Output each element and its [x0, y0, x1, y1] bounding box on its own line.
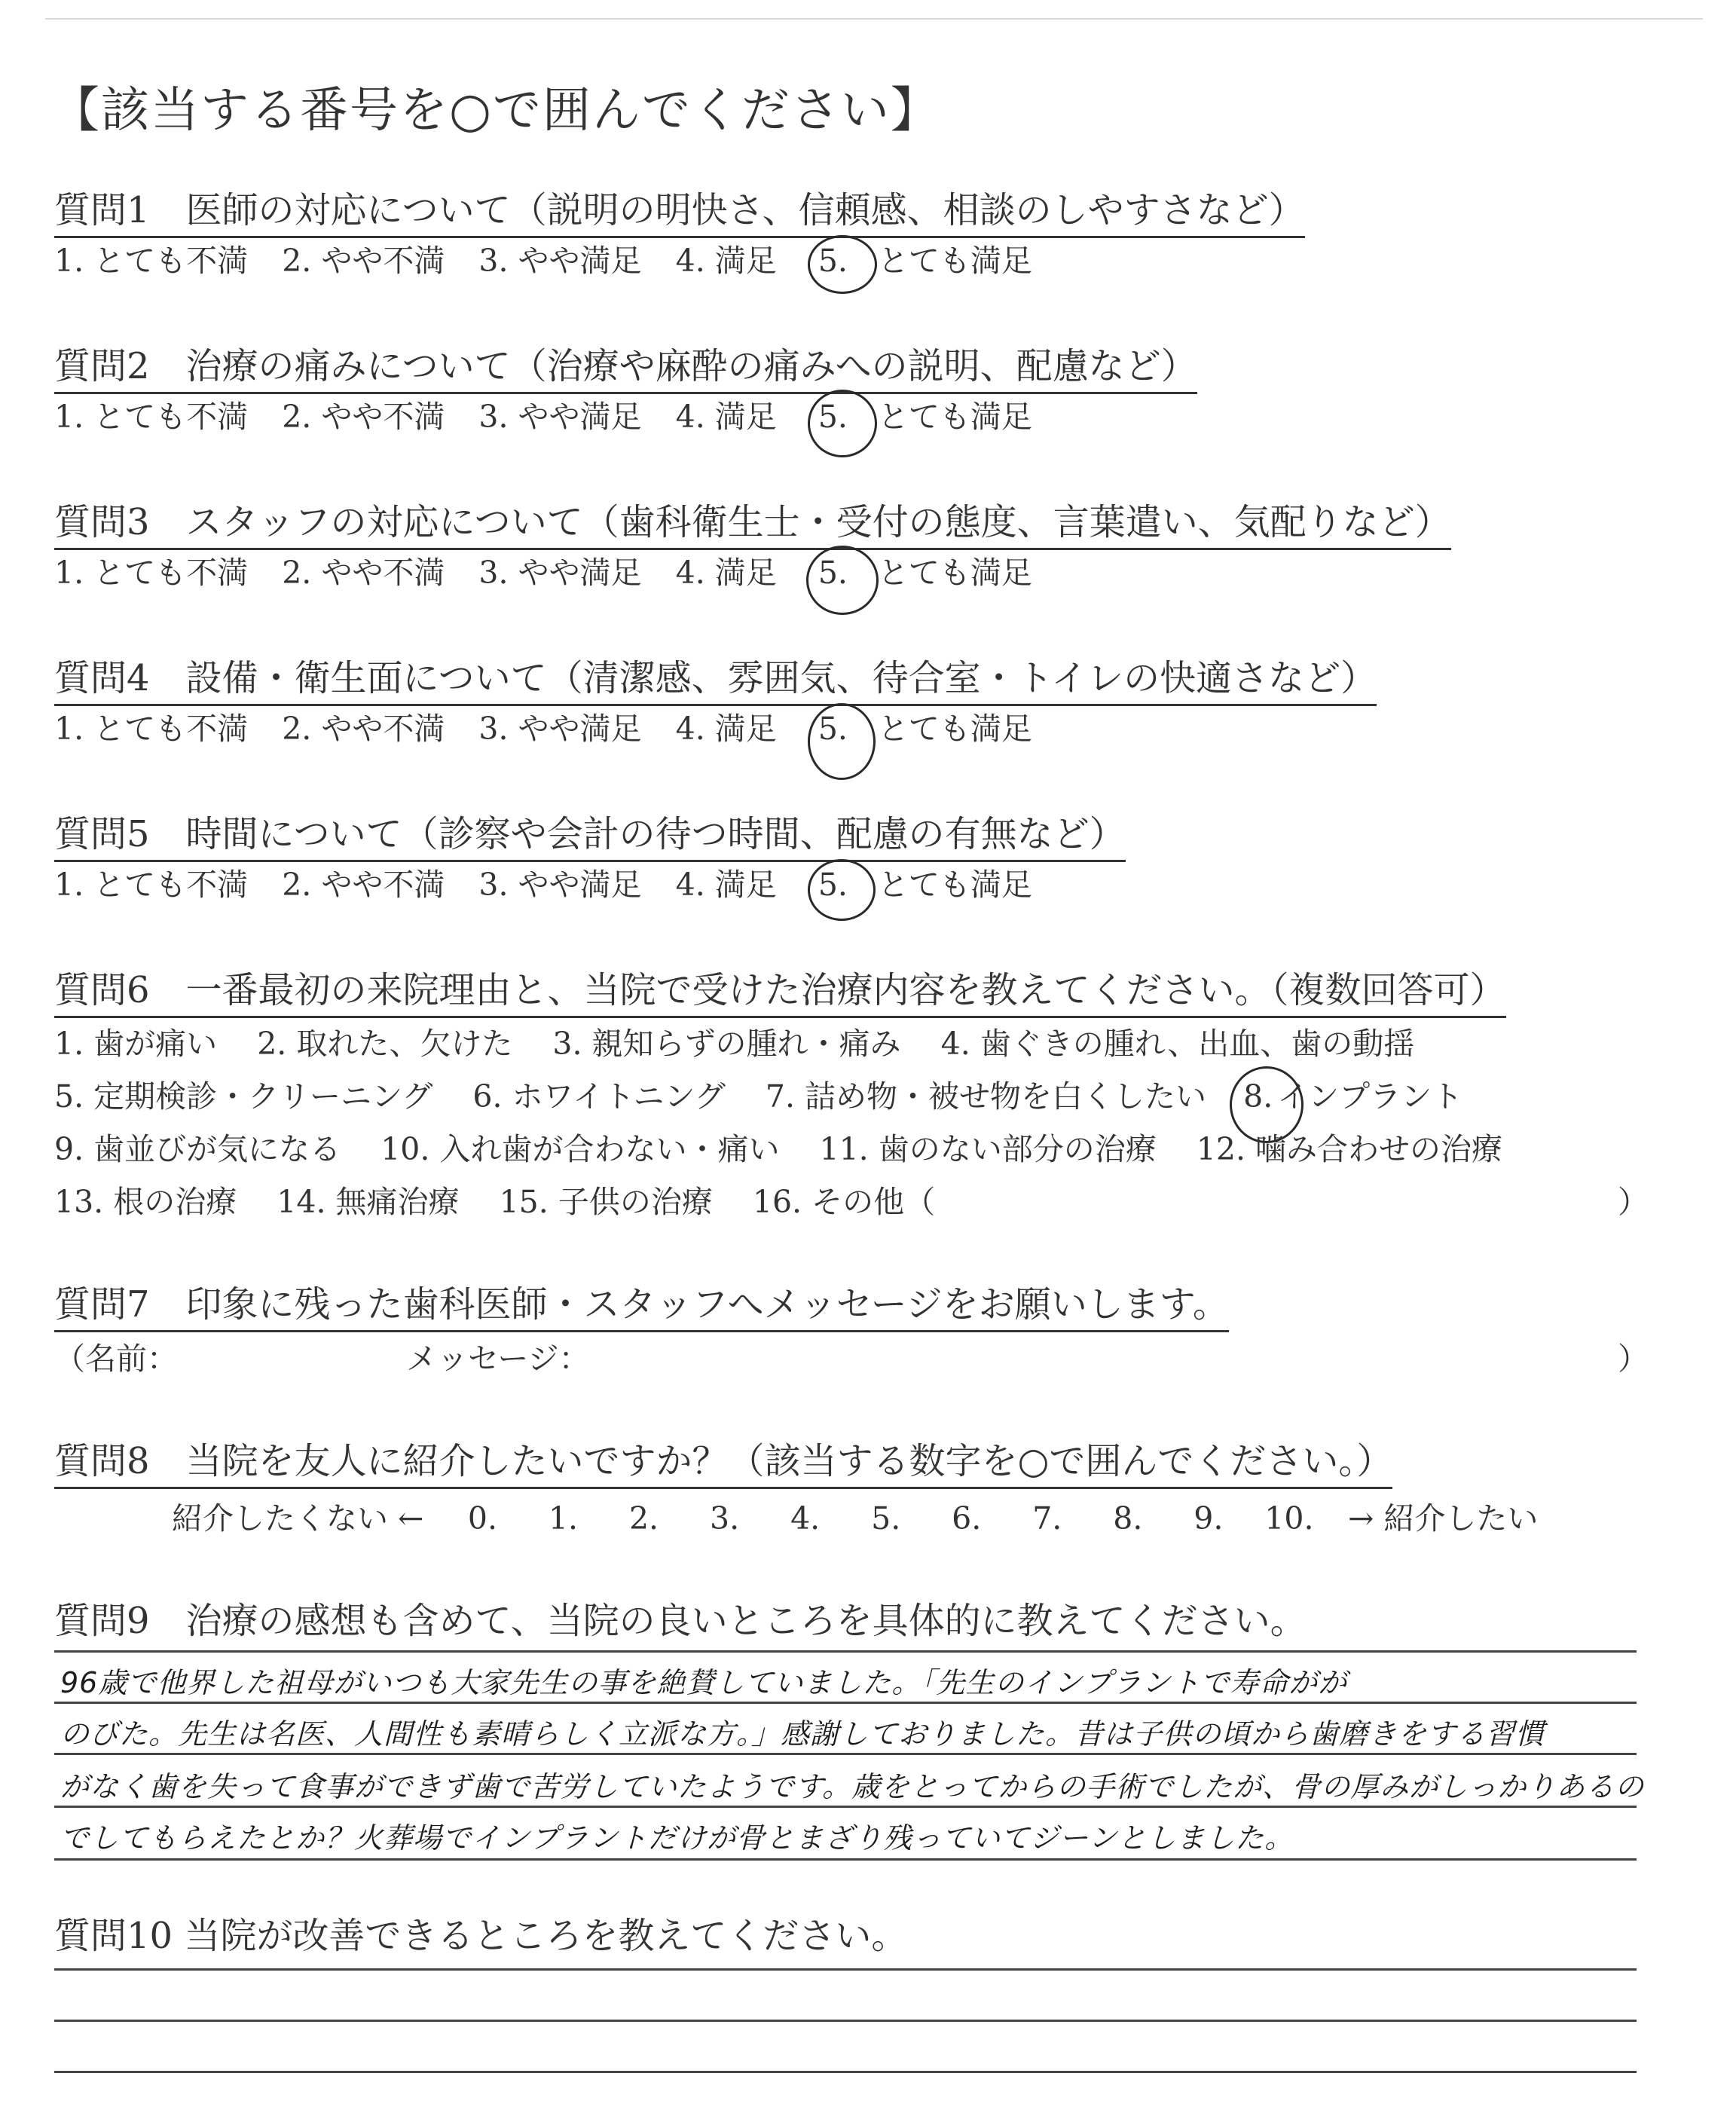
q6-option-6[interactable]: 6. ホワイトニング [472, 1078, 726, 1115]
option-1[interactable]: 1. とても不満 [54, 243, 249, 279]
scale-5[interactable]: 5. [871, 1500, 901, 1537]
option-5-label: とても満足 [877, 867, 1032, 903]
option-3[interactable]: 3. やや満足 [478, 867, 642, 903]
answer-line-3: がなく歯を失って食事ができず歯で苦労していたようです。歳をとってからの手術でしたが、骨の厚みがしっかりあるの [60, 1770, 1645, 1803]
option-5-selected[interactable]: 5. [811, 243, 854, 279]
scale-right-label: → 紹介したい [1347, 1500, 1539, 1537]
message-label: メッセージ： [406, 1341, 590, 1377]
scale-left-label: 紹介したくない ← [172, 1500, 424, 1537]
q6-option-8-selected[interactable]: 8. [1234, 1078, 1277, 1115]
option-5-selected[interactable]: 5. [811, 867, 854, 903]
q6-option-14[interactable]: 14. 無痛治療 [277, 1184, 460, 1220]
q6-option-11[interactable]: 11. 歯のない部分の治療 [819, 1131, 1157, 1167]
answer-line[interactable] [54, 1968, 1637, 1971]
option-2[interactable]: 2. やや不満 [282, 711, 445, 747]
question-3-options [54, 548, 1056, 592]
question-5-title: 質問5 時間について（診察や会計の待つ時間、配慮の有無など） [54, 805, 1126, 862]
option-2[interactable]: 2. やや不満 [282, 399, 445, 435]
selection-circle [806, 546, 879, 615]
answer-line [54, 1650, 1637, 1653]
option-5-selected[interactable]: 5. [811, 555, 854, 591]
question-6-row-2 [54, 1072, 1493, 1116]
q6-option-3[interactable]: 3. 親知らずの腫れ・痛み [552, 1026, 901, 1062]
scale-6[interactable]: 6. [952, 1500, 982, 1537]
option-2[interactable]: 2. やや不満 [282, 555, 445, 591]
top-border [45, 18, 1703, 20]
q6-option-2[interactable]: 2. 取れた、欠けた [257, 1026, 513, 1062]
q6-option-5[interactable]: 5. 定期検診・クリーニング [54, 1078, 433, 1115]
q6-option-8-label: インプラント [1277, 1078, 1463, 1115]
option-4[interactable]: 4. 満足 [675, 711, 777, 747]
answer-line[interactable] [54, 2020, 1637, 2022]
answer-line-4: でしてもらえたとか？火葬場でインプラントだけが骨とまざり残っていてジーンとしました。 [60, 1821, 1294, 1855]
q6-option-4[interactable]: 4. 歯ぐきの腫れ、出血、歯の動揺 [940, 1026, 1415, 1062]
q6-option-10[interactable]: 10. 入れ歯が合わない・痛い [381, 1131, 780, 1167]
answer-line [54, 1858, 1637, 1861]
q6-option-1[interactable]: 1. 歯が痛い [54, 1026, 218, 1062]
question-2-options [54, 392, 1056, 436]
selection-circle [808, 235, 877, 294]
scale-9[interactable]: 9. [1194, 1500, 1224, 1537]
answer-line [54, 1753, 1637, 1755]
option-4[interactable]: 4. 満足 [675, 555, 777, 591]
question-9-title: 質問9 治療の感想も含めて、当院の良いところを具体的に教えてください。 [54, 1600, 1307, 1642]
q6-option-9[interactable]: 9. 歯並びが気になる [54, 1131, 341, 1167]
form-heading: 【該当する番号を○で囲んでください】 [51, 83, 940, 139]
question-6-title: 質問6 一番最初の来院理由と、当院で受けた治療内容を教えてください。（複数回答可） [54, 961, 1506, 1018]
scale-4[interactable]: 4. [790, 1500, 821, 1537]
option-4[interactable]: 4. 満足 [675, 867, 777, 903]
option-2[interactable]: 2. やや不満 [282, 243, 445, 279]
option-1[interactable]: 1. とても不満 [54, 555, 249, 591]
q6-option-16[interactable]: 16. その他（ [752, 1184, 936, 1220]
scale-3[interactable]: 3. [710, 1500, 740, 1537]
option-1[interactable]: 1. とても不満 [54, 867, 249, 903]
question-1-options [54, 236, 1056, 280]
option-1[interactable]: 1. とても不満 [54, 399, 249, 435]
question-5-options [54, 860, 1056, 904]
question-3-title: 質問3 スタッフの対応について（歯科衛生士・受付の態度、言葉遣い、気配りなど） [54, 493, 1451, 550]
name-label: （名前： [54, 1341, 178, 1377]
selection-circle [808, 703, 876, 780]
question-6-row-4 [54, 1177, 965, 1222]
option-3[interactable]: 3. やや満足 [478, 711, 642, 747]
recommend-scale [158, 1494, 1551, 1538]
scale-7[interactable]: 7. [1032, 1500, 1062, 1537]
option-3[interactable]: 3. やや満足 [478, 555, 642, 591]
q6-option-15[interactable]: 15. 子供の治療 [499, 1184, 713, 1220]
question-2-title: 質問2 治療の痛みについて（治療や麻酔の痛みへの説明、配慮など） [54, 337, 1197, 394]
option-3[interactable]: 3. やや満足 [478, 399, 642, 435]
question-1-title: 質問1 医師の対応について（説明の明快さ、信頼感、相談のしやすさなど） [54, 181, 1305, 238]
question-7-fields [54, 1334, 620, 1378]
scale-1[interactable]: 1. [548, 1500, 579, 1537]
scale-8[interactable]: 8. [1113, 1500, 1143, 1537]
selection-circle [808, 859, 876, 921]
option-5-label: とても満足 [877, 243, 1032, 279]
answer-line-2: のびた。先生は名医、人間性も素晴らしく立派な方。」感謝しておりました。昔は子供の頃から歯磨きをする習慣 [60, 1717, 1545, 1751]
option-5-label: とても満足 [877, 399, 1032, 435]
scale-10[interactable]: 10. [1264, 1500, 1314, 1537]
option-2[interactable]: 2. やや不満 [282, 867, 445, 903]
question-4-options [54, 704, 1056, 748]
option-4[interactable]: 4. 満足 [675, 243, 777, 279]
scale-2[interactable]: 2. [628, 1500, 659, 1537]
answer-line-1: 96歳で他界した祖母がいつも大家先生の事を絶賛していました。「先生のインプラントで寿命がが [60, 1666, 1348, 1699]
question-7-title: 質問7 印象に残った歯科医師・スタッフへメッセージをお願いします。 [54, 1275, 1229, 1332]
question-8-title: 質問8 当院を友人に紹介したいですか？（該当する数字を○で囲んでください。） [54, 1432, 1392, 1489]
option-5-label: とても満足 [877, 555, 1032, 591]
option-3[interactable]: 3. やや満足 [478, 243, 642, 279]
answer-line [54, 1806, 1637, 1808]
scale-0[interactable]: 0. [467, 1500, 497, 1537]
q6-option-12[interactable]: 12. 噛み合わせの治療 [1196, 1131, 1503, 1167]
question-4-title: 質問4 設備・衛生面について（清潔感、雰囲気、待合室・トイレの快適さなど） [54, 649, 1377, 706]
option-5-selected[interactable]: 5. [811, 711, 854, 747]
question-6-row-1 [54, 1019, 1444, 1063]
option-1[interactable]: 1. とても不満 [54, 711, 249, 747]
answer-line[interactable] [54, 2071, 1637, 2073]
question-10-title: 質問10 当院が改善できるところを教えてください。 [54, 1915, 908, 1957]
q6-option-7[interactable]: 7. 詰め物・被せ物を白くしたい [765, 1078, 1207, 1115]
option-5-label: とても満足 [877, 711, 1032, 747]
answer-line [54, 1702, 1637, 1704]
q6-other-close: ） [1618, 1184, 1649, 1220]
q7-close: ） [1618, 1341, 1649, 1377]
option-5-selected[interactable]: 5. [811, 399, 854, 435]
q6-option-13[interactable]: 13. 根の治療 [54, 1184, 237, 1220]
option-4[interactable]: 4. 満足 [675, 399, 777, 435]
selection-circle [808, 390, 877, 457]
question-6-row-3 [54, 1124, 1533, 1169]
